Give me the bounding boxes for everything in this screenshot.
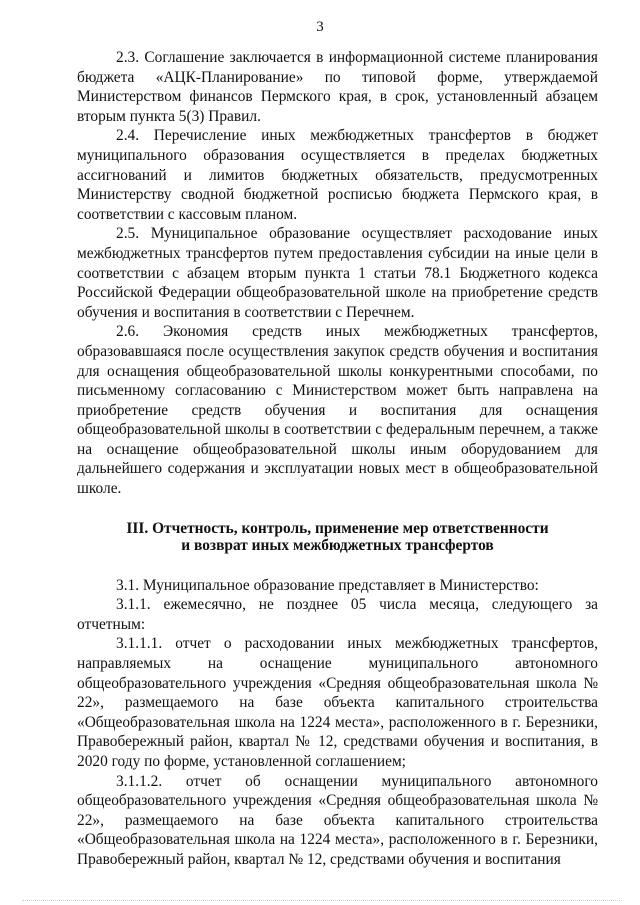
page-number: 3 [316,19,324,35]
scan-edge-line [22,899,622,901]
paragraph-3-1-1-2: 3.1.1.2. отчет об оснащении муниципального автономного общеобразовательного учреждения «Средняя общеобразовательная школа № 22», размещаемого на базе объекта капитального строительства «Общеобразовательная школа на 1224 места», расположенного в г. Березники, Правобережный район, квартал № 12, средствами обучения и воспитания [77,772,598,868]
section-heading-line-2: и возврат иных межбюджетных трансфертов [181,536,494,554]
document-body [77,48,598,870]
paragraph-2-5: 2.5. Муниципальное образование осуществляет расходование иных межбюджетных трансфертов путем предоставления субсидии на иные цели в соответствии с абзацем вторым пункта 1 статьи 78.1 Бюджетного кодекса Российской Федерации общеобразовательной школе на приобретение средств обучения и воспитания в соответствии с Перечнем. [77,225,598,321]
paragraph-3-1-1-1: 3.1.1.1. отчет о расходовании иных межбюджетных трансфертов, направляемых на оснащение муниципального автономного общеобразовательного учреждения «Средняя общеобразовательная школа № 22», размещаемого на базе объекта капитального строительства «Общеобразовательная школа на 1224 места», расположенного в г. Березники, Правобережный район, квартал № 12, средствами обучения и воспитания, в 2020 году по форме, установленной соглашением; [77,635,598,770]
paragraph-3-1-1: 3.1.1. ежемесячно, не позднее 05 числа месяца, следующего за отчетным: [77,596,598,633]
paragraph-2-3: 2.3. Соглашение заключается в информационной системе планирования бюджета «АЦК-Планирование» по типовой форме, утверждаемой Министерством финансов Пермского края, в срок, установленный абзацем вторым пункта 5(3) Правил. [77,49,598,125]
section-heading [77,520,598,554]
paragraph-3-1: 3.1. Муниципальное образование представляет в Министерство: [116,576,539,594]
paragraph-2-6: 2.6. Экономия средств иных межбюджетных трансфертов, образовавшаяся после осуществления закупок средств обучения и воспитания для оснащения общеобразовательной школы конкурентными способами, по письменному согласованию с Министерством может быть направлена на приобретение средств обучения и воспитания для оснащения общеобразовательной школы в соответствии с федеральным перечнем, а также на оснащение общеобразовательной школы иным оборудованием для дальнейшего содержания и эксплуатации новых мест в общеобразовательной школе. [77,323,598,498]
section-heading-line-1: III. Отчетность, контроль, применение мер ответственности [126,519,549,537]
paragraph-2-4: 2.4. Перечисление иных межбюджетных трансфертов в бюджет муниципального образования осуществляется в пределах бюджетных ассигнований и лимитов бюджетных обязательств, предусмотренных Министерству сводной бюджетной росписью бюджета Пермского края, в соответствии с кассовым планом. [77,127,598,223]
